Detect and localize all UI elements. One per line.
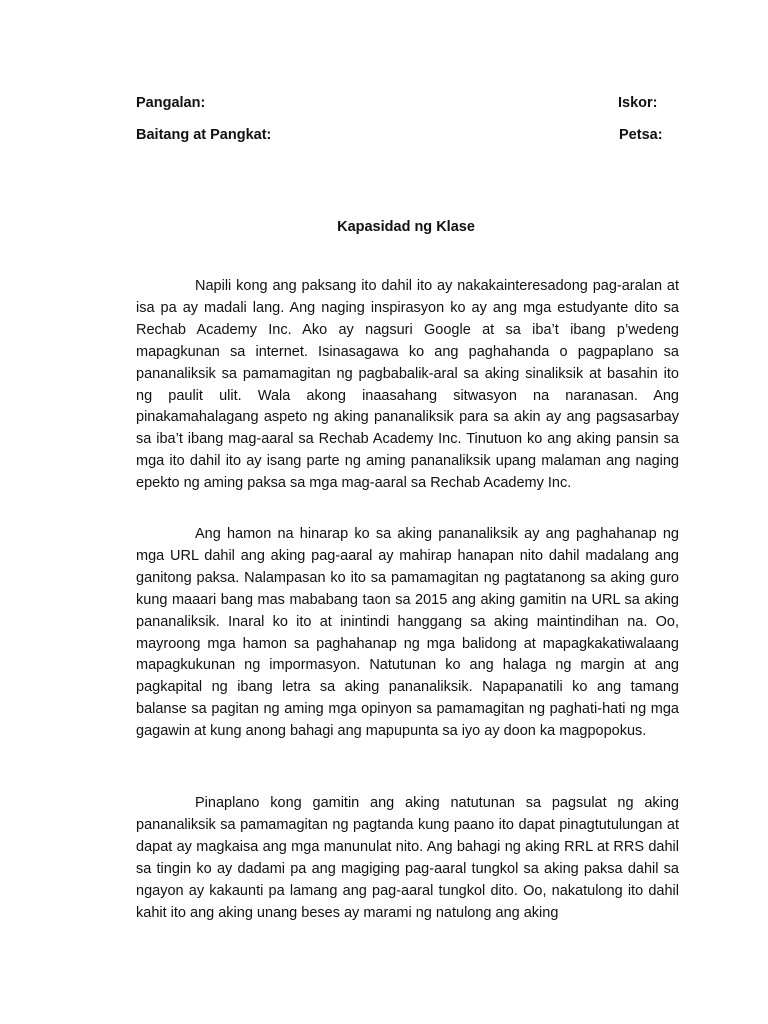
paragraph-1: Napili kong ang paksang ito dahil ito ay nakakainteresadong pag-aralan at isa pa ay madali lang. Ang naging inspirasyon ko ay ang mga estudyante dito sa Rechab Academy Inc. Ako ay nagsuri Google at sa iba’t ibang p’wedeng mapagkunan sa internet. Isinasagawa ko ang paghahanda o pagpaplano sa pananaliksik sa pamamagitan ng pagbabalik-aral sa aking sinaliksik at basahin ito ng paulit ulit. Wala akong inaasahang sitwasyon na naranasan. Ang pinakamahalagang aspeto ng aking pananaliksik para sa akin ay ang pagsasarbay sa iba’t ibang mag-aaral sa Rechab Academy Inc. Tinutuon ko ang aking pansin sa mga ito dahil ito ay isang parte ng aming pananaliksik upang malaman ang naging epekto ng aming paksa sa mga mag-aaral sa Rechab Academy Inc. [136,278,679,492]
score-label: Iskor: [618,95,658,111]
grade-section-label: Baitang at Pangkat: [136,127,272,143]
paragraph-2: Ang hamon na hinarap ko sa aking pananaliksik ay ang paghahanap ng mga URL dahil ang aking pag-aaral ay mahirap hanapan nito dahil madalang ang ganitong paksa. Nalampasan ko ito sa pamamagitan ng pagtatanong sa aking guro kung maaari bang mas mababang taon sa 2015 ang aking gamitin na URL sa aking pananaliksik. Inaral ko ito at inintindi hanggang sa aking maintindihan na. Oo, mayroong mga hamon sa paghahanap ng mga balidong at mapagkakatiwalaang mapagkukunan ng impormasyon. Natutunan ko ang halaga ng margin at ang pagkapital ng ibang letra sa aking pananaliksik. Napapanatili ko ang tamang balanse sa pagitan ng aming mga opinyon sa pamamagitan ng paghati-hati ng mga gagawin at kung anong bahagi ang mapupunta sa iyo ay doon ka magpopokus. [136,526,679,740]
date-label: Petsa: [619,127,663,143]
document-title: Kapasidad ng Klase [337,219,475,235]
name-label: Pangalan: [136,95,206,111]
paragraph-3: Pinaplano kong gamitin ang aking natutunan sa pagsulat ng aking pananaliksik sa pamamagitan ng pagtanda kung paano ito dapat pinagtutulungan at dapat ay magkaisa ang mga manunulat nito. Ang bahagi ng aking RRL at RRS dahil sa tingin ko ay dadami pa ang magiging pag-aaral tungkol sa aking paksa dahil sa ngayon ay kakaunti pa lamang ang pag-aaral tungkol dito. Oo, nakatulong ito dahil kahit ito ang aking unang beses ay marami ng natulong ang aking [136,795,679,921]
